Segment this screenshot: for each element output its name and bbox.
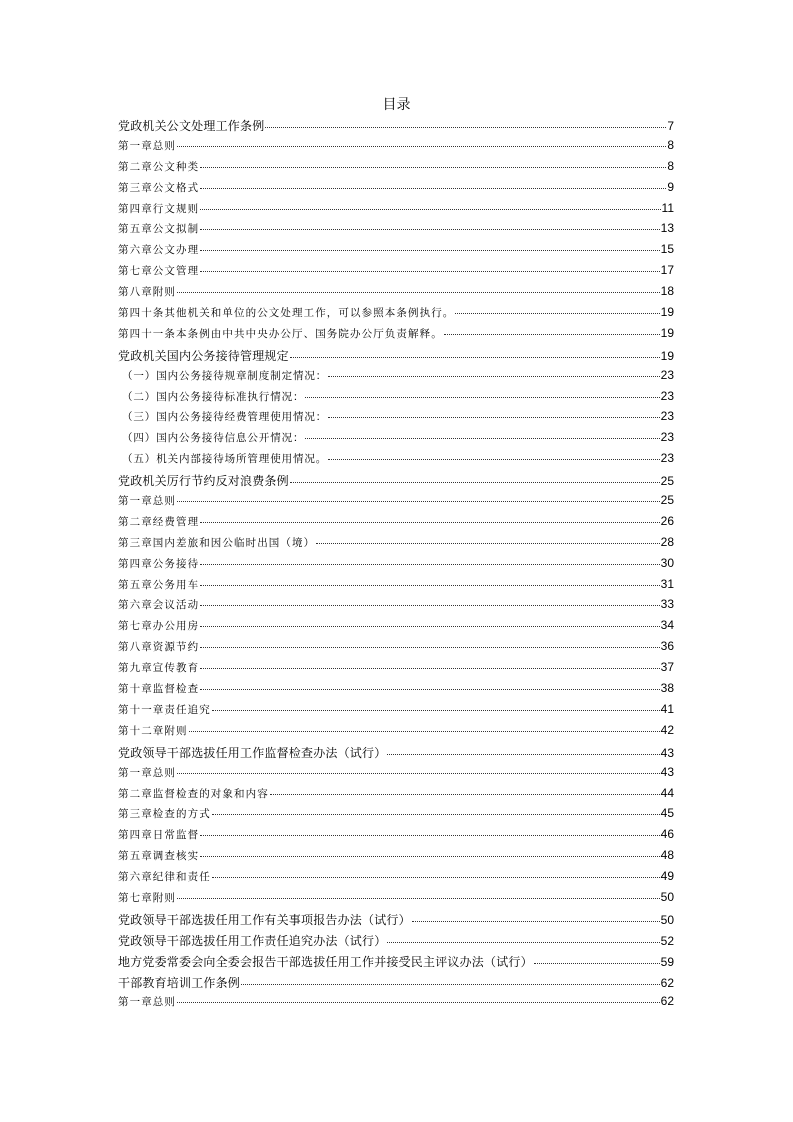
toc-entry-title: 第七章附则 — [118, 891, 176, 904]
toc-entry[interactable] — [118, 117, 674, 138]
toc-entry-title: 第四章日常监督 — [118, 829, 200, 842]
toc-entry-page-number: 23 — [660, 451, 674, 466]
toc-entry-title: 党政领导干部选拔任用工作有关事项报告办法（试行） — [118, 912, 411, 927]
toc-entry-title: 第八章附则 — [118, 286, 176, 299]
toc-entry-title: 第三章国内差旅和因公临时出国（境） — [118, 536, 316, 549]
toc-entry-title: 第七章办公用房 — [118, 620, 200, 633]
toc-entry[interactable] — [118, 681, 674, 702]
toc-dot-leader — [316, 542, 659, 544]
toc-entry-title: 第五章调查核实 — [118, 850, 200, 863]
toc-entry[interactable] — [118, 869, 674, 890]
toc-entry[interactable] — [118, 577, 674, 598]
toc-entry-page-number: 50 — [660, 912, 674, 927]
toc-entry-title: 第五章公文拟制 — [118, 223, 200, 236]
toc-entry[interactable] — [118, 786, 674, 807]
toc-entry[interactable] — [118, 389, 674, 410]
toc-entry[interactable] — [118, 180, 674, 201]
toc-dot-leader — [328, 416, 659, 418]
toc-entry-page-number: 23 — [660, 409, 674, 424]
toc-dot-leader — [200, 187, 666, 189]
toc-entry-page-number: 25 — [660, 474, 674, 489]
toc-entry-page-number: 15 — [660, 242, 674, 257]
toc-dot-leader — [189, 730, 660, 732]
toc-entry-title: 第十章监督检查 — [118, 683, 200, 696]
toc-entry-page-number: 30 — [660, 555, 674, 570]
toc-entry-page-number: 43 — [660, 745, 674, 760]
toc-entry-title: 党政领导干部选拔任用工作监督检查办法（试行） — [118, 745, 387, 760]
toc-entry-title: 第四章公务接待 — [118, 557, 200, 570]
toc-entry-page-number: 28 — [660, 534, 674, 549]
toc-entry-page-number: 23 — [660, 388, 674, 403]
toc-entry[interactable] — [118, 430, 674, 451]
toc-entry-title: 干部教育培训工作条例 — [118, 975, 241, 990]
toc-dot-leader — [241, 983, 660, 985]
toc-entry-title: 第四十一条本条例由中共中央办公厅、国务院办公厅负责解释。 — [118, 327, 443, 340]
toc-dot-leader — [265, 126, 666, 128]
toc-entry[interactable] — [118, 221, 674, 242]
toc-dot-leader — [177, 1001, 660, 1003]
toc-entry-page-number: 13 — [660, 221, 674, 236]
toc-entry-page-number: 18 — [660, 284, 674, 299]
toc-entry-title: 第二章监督检查的对象和内容 — [118, 787, 269, 800]
toc-entry[interactable] — [118, 138, 674, 159]
toc-entry-title: 第八章资源节约 — [118, 641, 200, 654]
toc-entry-title: 第一章总则 — [118, 495, 176, 508]
toc-entry-page-number: 8 — [667, 137, 674, 152]
toc-entry[interactable] — [118, 994, 674, 1015]
toc-entry-title: 第六章纪律和责任 — [118, 871, 211, 884]
toc-dot-leader — [200, 249, 659, 251]
toc-dot-leader — [177, 897, 660, 899]
toc-entry-page-number: 23 — [660, 430, 674, 445]
toc-entry-page-number: 45 — [660, 806, 674, 821]
toc-dot-leader — [200, 855, 659, 857]
toc-dot-leader — [290, 356, 660, 358]
toc-entry-title: 第二章公文种类 — [118, 160, 200, 173]
toc-entry-page-number: 59 — [660, 954, 674, 969]
toc-entry[interactable] — [118, 974, 674, 995]
toc-dot-leader — [328, 458, 659, 460]
toc-entry[interactable] — [118, 514, 674, 535]
toc-dot-leader — [455, 312, 659, 314]
toc-entry-page-number: 8 — [667, 158, 674, 173]
toc-entry-title: 第七章公文管理 — [118, 265, 200, 278]
toc-entry-page-number: 31 — [660, 576, 674, 591]
toc-dot-leader — [200, 604, 659, 606]
toc-dot-leader — [305, 437, 659, 439]
toc-entry[interactable] — [118, 827, 674, 848]
toc-entry[interactable] — [118, 201, 674, 222]
toc-entry-title: 第四十条其他机关和单位的公文处理工作，可以参照本条例执行。 — [118, 307, 455, 320]
toc-entry-page-number: 26 — [660, 513, 674, 528]
toc-dot-leader — [534, 962, 660, 964]
toc-entry-page-number: 50 — [660, 889, 674, 904]
toc-entry-page-number: 19 — [660, 348, 674, 363]
toc-entry-page-number: 43 — [660, 764, 674, 779]
toc-dot-leader — [177, 291, 660, 293]
toc-dot-leader — [305, 396, 659, 398]
toc-entry[interactable] — [118, 702, 674, 723]
toc-dot-leader — [212, 813, 660, 815]
toc-entry[interactable] — [118, 806, 674, 827]
table-of-contents — [118, 117, 674, 1015]
toc-entry-page-number: 41 — [660, 701, 674, 716]
toc-entry-page-number: 19 — [660, 305, 674, 320]
toc-entry-title: （三）国内公务接待经费管理使用情况： — [122, 411, 328, 424]
toc-entry-title: 第十二章附则 — [118, 724, 188, 737]
toc-entry[interactable] — [118, 263, 674, 284]
toc-dot-leader — [270, 793, 660, 795]
toc-dot-leader — [200, 834, 659, 836]
toc-entry[interactable] — [118, 660, 674, 681]
toc-entry-page-number: 19 — [660, 325, 674, 340]
toc-dot-leader — [387, 941, 659, 943]
toc-entry[interactable] — [118, 890, 674, 911]
toc-entry[interactable] — [118, 347, 674, 368]
toc-entry[interactable] — [118, 284, 674, 305]
toc-entry-title: 第五章公务用车 — [118, 578, 200, 591]
toc-entry-page-number: 34 — [660, 618, 674, 633]
toc-dot-leader — [200, 166, 666, 168]
toc-entry-title: （四）国内公务接待信息公开情况： — [122, 432, 305, 445]
toc-entry-title: 地方党委常委会向全委会报告干部选拔任用工作并接受民主评议办法（试行） — [118, 954, 533, 969]
toc-entry[interactable] — [118, 597, 674, 618]
toc-entry-title: 党政领导干部选拔任用工作责任追究办法（试行） — [118, 933, 387, 948]
toc-entry-title: 第一章总则 — [118, 139, 176, 152]
toc-entry-title: 党政机关厉行节约反对浪费条例 — [118, 474, 289, 489]
toc-entry-page-number: 7 — [667, 119, 674, 133]
toc-entry-title: （二）国内公务接待标准执行情况： — [122, 390, 305, 403]
toc-dot-leader — [212, 709, 660, 711]
toc-dot-leader — [387, 753, 659, 755]
toc-entry-page-number: 38 — [660, 681, 674, 696]
toc-entry[interactable] — [118, 911, 674, 932]
toc-entry-page-number: 42 — [660, 722, 674, 737]
toc-dot-leader — [177, 500, 660, 502]
toc-entry-title: 第二章经费管理 — [118, 515, 200, 528]
toc-entry[interactable] — [118, 723, 674, 744]
toc-entry-page-number: 9 — [667, 179, 674, 194]
toc-entry-page-number: 33 — [660, 597, 674, 612]
toc-entry[interactable] — [118, 305, 674, 326]
toc-dot-leader — [177, 772, 660, 774]
toc-entry[interactable] — [118, 409, 674, 430]
toc-entry[interactable] — [118, 953, 674, 974]
toc-entry[interactable] — [118, 242, 674, 263]
toc-dot-leader — [200, 646, 659, 648]
toc-entry[interactable] — [118, 765, 674, 786]
toc-dot-leader — [200, 521, 659, 523]
toc-entry[interactable] — [118, 744, 674, 765]
toc-entry-title: 第一章总则 — [118, 996, 176, 1009]
toc-entry[interactable] — [118, 493, 674, 514]
toc-entry-page-number: 62 — [660, 975, 674, 990]
toc-dot-leader — [200, 563, 659, 565]
toc-dot-leader — [212, 876, 660, 878]
toc-dot-leader — [200, 584, 659, 586]
toc-dot-leader — [200, 688, 659, 690]
toc-entry[interactable] — [118, 639, 674, 660]
toc-entry[interactable] — [118, 159, 674, 180]
toc-entry[interactable] — [118, 932, 674, 953]
toc-entry[interactable] — [118, 556, 674, 577]
toc-entry-title: 第十一章责任追究 — [118, 703, 211, 716]
toc-entry-title: 党政机关公文处理工作条例 — [118, 119, 265, 133]
toc-entry-title: （一）国内公务接待规章制度制定情况： — [122, 369, 328, 382]
toc-entry-title: 第一章总则 — [118, 766, 176, 779]
toc-dot-leader — [290, 481, 660, 483]
toc-entry-title: 第三章公文格式 — [118, 181, 200, 194]
toc-entry[interactable] — [118, 451, 674, 472]
toc-dot-leader — [200, 270, 659, 272]
toc-entry[interactable] — [118, 472, 674, 493]
toc-dot-leader — [328, 375, 659, 377]
toc-entry-page-number: 11 — [661, 200, 674, 215]
toc-entry-page-number: 23 — [660, 367, 674, 382]
toc-entry[interactable] — [118, 618, 674, 639]
toc-dot-leader — [200, 667, 659, 669]
toc-entry-title: （五）机关内部接待场所管理使用情况。 — [122, 453, 328, 466]
toc-entry-title: 第三章检查的方式 — [118, 808, 211, 821]
toc-dot-leader — [412, 920, 660, 922]
toc-entry-title: 第六章会议活动 — [118, 599, 200, 612]
toc-entry-page-number: 44 — [660, 785, 674, 800]
toc-entry-page-number: 62 — [660, 994, 674, 1009]
toc-entry-title: 第九章宣传教育 — [118, 662, 200, 675]
toc-dot-leader — [200, 625, 659, 627]
toc-entry[interactable] — [118, 848, 674, 869]
toc-entry-page-number: 36 — [660, 639, 674, 654]
toc-entry-page-number: 46 — [660, 827, 674, 842]
toc-dot-leader — [177, 145, 666, 147]
toc-entry-page-number: 25 — [660, 493, 674, 508]
toc-entry-title: 第六章公文办理 — [118, 244, 200, 257]
toc-dot-leader — [200, 208, 660, 210]
toc-entry-title: 第四章行文规则 — [118, 202, 200, 215]
toc-dot-leader — [444, 333, 660, 335]
toc-entry-page-number: 52 — [660, 933, 674, 948]
toc-entry[interactable] — [118, 368, 674, 389]
toc-entry-page-number: 48 — [660, 848, 674, 863]
toc-entry-page-number: 17 — [660, 263, 674, 278]
toc-entry-title: 党政机关国内公务接待管理规定 — [118, 348, 289, 363]
toc-entry-page-number: 49 — [660, 869, 674, 884]
toc-entry[interactable] — [118, 326, 674, 347]
toc-entry[interactable] — [118, 535, 674, 556]
toc-entry-page-number: 37 — [660, 660, 674, 675]
toc-dot-leader — [200, 228, 659, 230]
toc-title: 目录 — [382, 97, 411, 113]
